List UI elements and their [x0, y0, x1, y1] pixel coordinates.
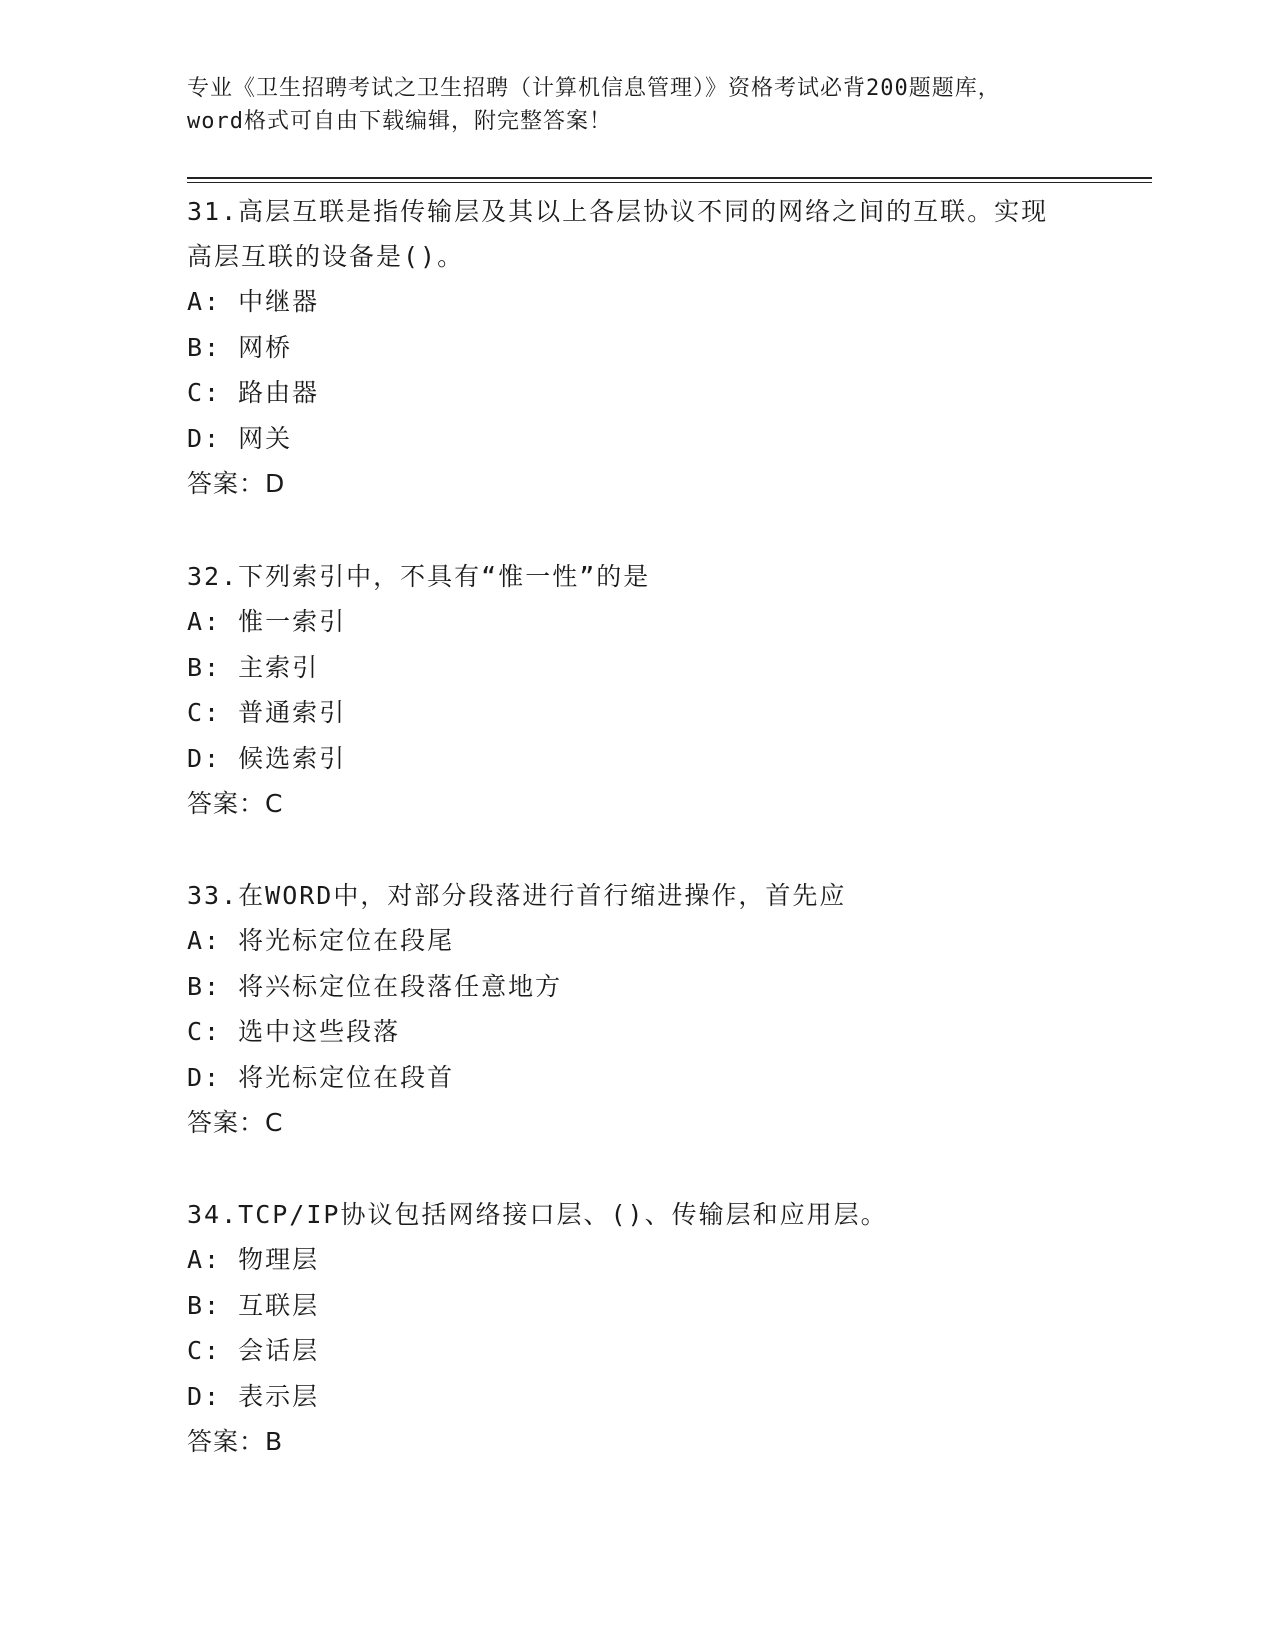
question-text: 33.在WORD中，对部分段落进行首行缩进操作，首先应 — [187, 881, 847, 910]
question-text: 31.高层互联是指传输层及其以上各层协议不同的网络之间的互联。实现高层互联的设备是()。 — [187, 197, 1049, 271]
option-c: C: 路由器 — [187, 378, 320, 407]
option-a: A: 中继器 — [187, 287, 320, 316]
question-34 — [187, 1192, 1087, 1464]
option-b: B: 网桥 — [187, 332, 293, 362]
option-b: B: 互联层 — [187, 1290, 320, 1320]
option-b: B: 将兴标定位在段落任意地方 — [187, 971, 563, 1001]
option-a: A: 惟一索引 — [187, 607, 347, 636]
question-31 — [187, 189, 1087, 506]
header-divider-thin — [187, 182, 1152, 183]
answer: 答案：C — [187, 1108, 284, 1137]
option-a: A: 物理层 — [187, 1245, 320, 1274]
question-32 — [187, 554, 1087, 826]
option-d: D: 表示层 — [187, 1381, 320, 1411]
option-d: D: 将光标定位在段首 — [187, 1062, 455, 1092]
header-title-line-2: word格式可自由下载编辑，附完整答案！ — [187, 109, 612, 134]
answer: 答案：D — [187, 469, 286, 498]
question-33 — [187, 873, 1087, 1145]
answer: 答案：B — [187, 1427, 284, 1456]
option-c: C: 普通索引 — [187, 698, 347, 727]
question-text: 34.TCP/IP协议包括网络接口层、()、传输层和应用层。 — [187, 1200, 888, 1229]
option-c: C: 会话层 — [187, 1336, 320, 1365]
document-header — [187, 72, 1087, 138]
question-text: 32.下列索引中，不具有“惟一性”的是 — [187, 562, 651, 591]
header-divider-thick — [187, 177, 1152, 179]
option-d: D: 候选索引 — [187, 743, 347, 773]
option-c: C: 选中这些段落 — [187, 1017, 401, 1046]
header-title-line-1: 专业《卫生招聘考试之卫生招聘（计算机信息管理）》资格考试必背200题题库， — [187, 76, 1001, 101]
answer: 答案：C — [187, 789, 284, 818]
option-d: D: 网关 — [187, 423, 293, 453]
option-b: B: 主索引 — [187, 652, 320, 682]
option-a: A: 将光标定位在段尾 — [187, 926, 455, 955]
